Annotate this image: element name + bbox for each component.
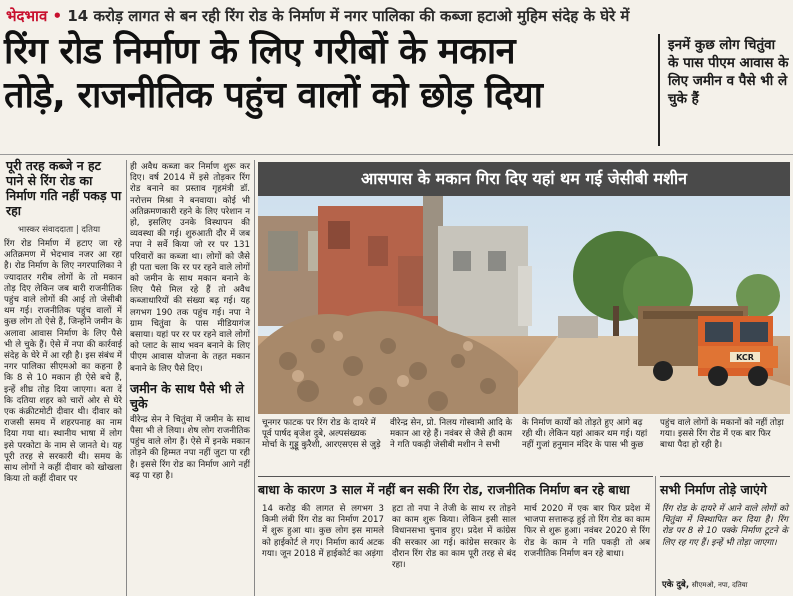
quote-divider — [655, 476, 656, 596]
strip-heading: बाधा के कारण 3 साल में नहीं बन सकी रिंग रोड, राजनीतिक निर्माण बन रहे बाधा — [258, 476, 653, 501]
kicker-tag: भेदभाव — [6, 7, 48, 25]
news-photo — [258, 196, 790, 414]
caption-part-2: वीरेन्द्र सेन, प्रो. निलय गोस्वामी आदि के मकान आ रहे हैं। नवंबर से जैसे ही काम ने गति पकड़ी जेसीबी मशीन ने सभी — [390, 418, 513, 450]
byline: भास्कर संवाददाता | दतिया — [18, 225, 101, 235]
column-2-body-2: वीरेन्द्र सेन ने चितुंवा में जमीन के साथ पैसा भी ले लिया। शेष लोग राजनीतिक पहुंच वाले लोग हैं। ऐसे में इनके मकान तोड़ने की हिम्मत नपा नहीं जुटा पा रही है। इससे रिंग रोड का निर्माण आगे नहीं बढ़ पा रहा है। — [130, 414, 250, 481]
column-1-subhead: पूरी तरह कब्जे न हट पाने से रिंग रोड का निर्माण गति नहीं पकड़ पा रहा — [6, 158, 122, 218]
side-highlight: इनमें कुछ लोग चितुंवा के पास पीएम आवास के लिए जमीन व पैसे भी ले चुके हैं — [668, 37, 789, 107]
headline-rule — [0, 154, 793, 155]
column-divider-2 — [254, 160, 255, 596]
strip-column-3: मार्च 2020 में एक बार फिर प्रदेश में भाजपा सत्तारूढ़ हुई तो रिंग रोड का काम फिर से शुरू हुआ। नवंबर 2020 से रिंग रोड के काम ने गति पकड़ी तो अब राजनीतिक निर्माण बन रहे बाधा। — [524, 504, 650, 559]
quote-author: एके दुबे, — [662, 580, 690, 590]
column-2-body-1: ही अवैध कब्जा कर निर्माण शुरू कर दिए। वर्ष 2014 में इसे तोड़कर रिंग रोड बनाने का प्रस्ताव गृहमंत्री डॉ. नरोत्तम मिश्रा ने बनवाया। कोई भी अतिक्रमणकारी रहने के लिए परेशान न हो, इसलिए उनके विस्थापन की व्यवस्था की गई। शुरुआती दौर में जब नपा ने सर्वे किया जो रर पर 131 परिवारों का कब्जा था। लोगों को जैसे ही पता चला कि रर पर रहने वाले लोगों को जमीन के साथ मकान बनाने के लिए पैसे मिल रहे हैं तो अवैध कब्जाधारियों की संख्या बढ़ गई। यह लगभग 190 तक पहुंच गई। नपा ने ग्राम चितुंवा के पास मीडियागंज बसाया। यहां पर रर पर रहने वाले लोगों को प्लाट के साथ भवन बनाने के लिए पीएम आवास योजना के तहत मकान बनाने के लिए पैसे दिए। — [130, 162, 250, 374]
column-divider-1 — [126, 160, 127, 596]
truck-plate: KCR — [736, 353, 754, 362]
column-2-subhead: जमीन के साथ पैसे भी ले चुके — [130, 380, 245, 411]
headline-line-1: रिंग रोड निर्माण के लिए गरीबों के मकान — [4, 31, 516, 72]
photo-title: आसपास के मकान गिरा दिए यहां थम गई जेसीबी मशीन — [258, 162, 790, 196]
caption-part-4: पहुंच वाले लोगों के मकानों को नहीं तोड़ा गया। इससे रिंग रोड में एक बार फिर बाधा पैदा हो रही है। — [660, 418, 784, 450]
article-column-2 — [130, 162, 250, 482]
quote-heading: सभी निर्माण तोड़े जाएंगे — [660, 476, 790, 501]
quote-text: रिंग रोड के दायरे में आने वाले लोगों को चितुंवा में विस्थापित कर दिया है। रिंग रोड पर 8 से 10 पक्के निर्माण टूटने के लिए रह गए हैं। इन्हें भी तोड़ा जाएगा। — [662, 504, 788, 548]
caption-part-1: चूनगर फाटक पर रिंग रोड के दायरे में पूर्व पार्षद बृजेश दुबे, अल्पसंख्यक मोर्चा के गुड्डू कुरैशी, आरएसएस से जुड़े — [262, 418, 381, 450]
quote-role: सीएमओ, नपा, दतिया — [691, 581, 748, 589]
kicker-text: 14 करोड़ लागत से बन रही रिंग रोड के निर्माण में नगर पालिका की कब्जा हटाओ मुहिम संदेह के घेरे में — [67, 7, 630, 25]
quote-attribution — [662, 578, 788, 590]
caption-part-3: के निर्माण कार्यों को तोड़ते हुए आगे बढ़ रही थी। लेकिन यहां आकर थम गई। यहां नहीं गुजां हनुमान मंदिर के पास भी कुछ — [522, 418, 648, 450]
article-column-1 — [4, 158, 122, 485]
strip-column-2: हटा तो नपा ने तेजी के साथ रर तोड़ने का काम शुरू किया। लेकिन इसी साल विधानसभा चुनाव हुए। प्रदेश में कांग्रेस की सरकार आ गई। कांग्रेस सरकार के दौरान रिंग रोड का काम पूरी तरह से बंद रहा। — [392, 504, 516, 571]
kicker-line — [6, 6, 629, 26]
demolition-scene-image — [258, 196, 790, 414]
main-headline — [4, 30, 652, 118]
kicker-bullet: • — [52, 7, 63, 25]
headline-line-2: तोड़े, राजनीतिक पहुंच वालों को छोड़ दिया — [4, 75, 543, 116]
strip-column-1: 14 करोड़ की लागत से लगभग 3 किमी लंबी रिंग रोड का निर्माण 2017 में शुरू हुआ था। कुछ लोग इस मामले को हाईकोर्ट ले गए। निर्माण कार्य अटक गया। जून 2018 में हाईकोर्ट का अड़ंगा — [262, 504, 384, 559]
column-1-body: रिंग रोड निर्माण में हटाए जा रहे अतिक्रमण में भेदभाव नजर आ रहा है। रोड निर्माण के लिए नगरपालिका ने ज्यादातर गरीब लोगों के तो मकान तोड़ दिए लेकिन जब बारी राजनीतिक पहुंच वाले लोगों की आई तो जेसीबी थम गई। राजनीतिक पहुंच वालों में कुछ लोग तो ऐसे हैं, जिन्होंने जमीन के अलावा आवास निर्माण के लिए पैसे भी ले चुके हैं। ऐसे में नपा की कार्रवाई संदेह के घेरे में आ रही है। इस संबंध में नगर पालिका सीएमओ का कहना है कि 8 से 10 मकान ही ऐसे बचे हैं, इन्हें शीघ्र तोड़ दिया जाएगा। बता दें कि दतिया शहर को चारों ओर से घेरे एक कंक्रीटमोटी दीवार थी। दीवार को राजसी समय में शहरपनाह का नाम दिया गया था। स्थानीय भाषा में लोग इसे परकोटा के नाम से जानते थे। यह पूरी तरह से सरकारी थी। समय के साथ लोगों ने कहीं दीवार को खोखला किया तो कहीं दीवार पर — [4, 239, 122, 485]
headline-divider — [658, 34, 660, 146]
